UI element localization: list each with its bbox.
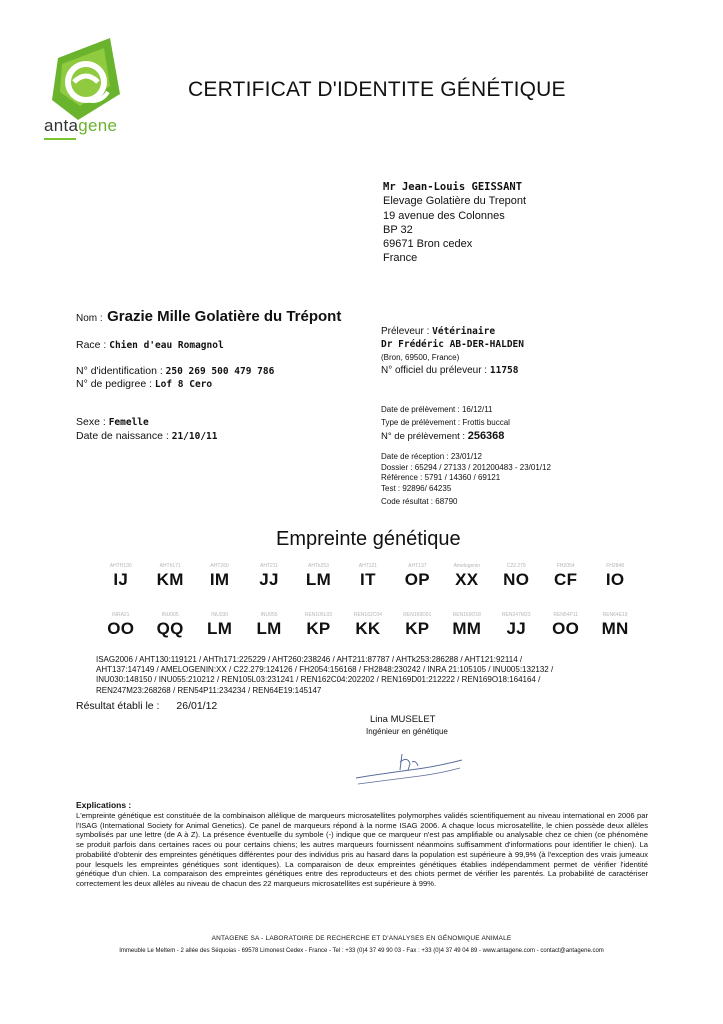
marker-name: AHTk253 (308, 563, 329, 569)
reference-line: Référence : 5791 / 14360 / 69121 (381, 473, 501, 482)
marker-name: AHTh171 (159, 563, 181, 569)
dog-name-row (76, 308, 341, 326)
marker-name: REN54P11 (553, 612, 578, 618)
marker-name: AHT260 (210, 563, 229, 569)
naissance-value: 21/10/11 (171, 431, 218, 442)
code-resultat: Code résultat : 68790 (381, 497, 458, 506)
marker-cell (294, 562, 343, 590)
type-prelevement-row (381, 418, 510, 429)
pedigree-row (76, 378, 212, 390)
marker-cell (343, 611, 392, 639)
marker-name: AHT211 (260, 563, 279, 569)
sexe-row (76, 416, 149, 428)
recipient-line: 19 avenue des Colonnes (383, 209, 505, 222)
marker-cell (442, 611, 491, 639)
marker-row-1 (96, 562, 640, 590)
marker-alleles: LM (207, 619, 233, 638)
marker-cell (442, 562, 491, 590)
officiel-label: N° officiel du préleveur : (381, 365, 488, 376)
pedigree-label: N° de pedigree : (76, 378, 152, 390)
recipient-line: Elevage Golatière du Trepont (383, 195, 527, 208)
signer-name: Lina MUSELET (370, 714, 436, 725)
id-value: 250 269 500 479 786 (165, 366, 275, 377)
result-label: Résultat établi le : (76, 700, 160, 712)
recipient-line: BP 32 (383, 223, 413, 236)
preleveur-row (381, 326, 495, 337)
num-prelevement-row (381, 430, 504, 442)
preleveur-location: (Bron, 69500, France) (381, 353, 460, 362)
marker-name: REN169D01 (403, 612, 432, 618)
marker-name: Amelogenin (453, 563, 480, 569)
marker-cell (393, 562, 442, 590)
marker-cell (96, 611, 145, 639)
marker-name: INRA21 (111, 612, 130, 618)
race-row (76, 339, 224, 351)
num-prelevement-label: N° de prélèvement : (381, 431, 466, 442)
sexe-label: Sexe : (76, 416, 106, 428)
marker-alleles: KM (156, 570, 184, 589)
marker-cell (590, 562, 639, 590)
marker-alleles: NO (503, 570, 530, 589)
marker-alleles: LM (256, 619, 282, 638)
marker-alleles: JJ (506, 619, 526, 638)
nom-label: Nom : (76, 313, 103, 324)
naissance-label: Date de naissance : (76, 430, 169, 442)
footer-company: ANTAGENE SA - LABORATOIRE DE RECHERCHE ET D'ANALYSES EN GÉNOMIQUE ANIMALE (211, 935, 512, 942)
marker-alleles: CF (554, 570, 578, 589)
marker-name: FH2848 (606, 563, 624, 569)
logo-wordmark: antagene (44, 116, 118, 135)
result-row (76, 700, 217, 712)
marker-name: INU030 (211, 612, 229, 618)
marker-name: REN162C04 (353, 612, 382, 618)
marker-cell (492, 611, 541, 639)
date-prelevement-value: 16/12/11 (461, 405, 493, 414)
marker-cell (343, 562, 392, 590)
naissance-row (76, 430, 218, 442)
sexe-value: Femelle (108, 417, 149, 428)
explications-text: L'empreinte génétique est constituée de la combinaison allélique de marqueurs microsatellites polymorphes validés scientifiquement au niveau international en 2006 par l'ISAG (International Society for Animal Genetics). Ce panel de marqueurs répond à la norme ISAG 2006. A chaque locus microsatellite, le chien possède deux allèles symbolisés par une lettre (de A à Z). La présence éventuelle du symbole (-) indique que ce marqueur n'est pas amplifiable ou analysable chez ce chien (ce phénomène se produit parfois dans certaines races ou pour certains chiens; les autres marqueurs fournissent néanmoins suffisamment d'informations pour identifier le chien). La probabilité d'obtenir des empreintes génétiques différentes pour des individus pris au hasard dans la population est supérieure à 99,9% (à l'exception des vrais jumeaux pour lesquels les empreintes génétiques sont identiques). La comparaison de deux empreintes génétiques établies indépendamment permet de vérifier l'identité génétique d'un chien. La comparaison des empreintes génétiques entre des reproducteurs et des chiots permet de vérifier les parentés. La probabilité de caractériser correctement les deux allèles au niveau de chacun des 22 marqueurs microsatellites est supérieure à 99%. (76, 811, 648, 888)
result-date: 26/01/12 (176, 700, 218, 712)
marker-cell (492, 562, 541, 590)
marker-alleles: KP (405, 619, 430, 638)
logo-underline (44, 138, 76, 140)
marker-row-2 (96, 611, 640, 639)
type-prelevement-label: Type de prélèvement : (381, 418, 461, 427)
recipient-line: 69671 Bron cedex (383, 238, 473, 251)
officiel-value: 11758 (489, 365, 519, 376)
preleveur-name: Dr Frédéric AB-DER-HALDEN (381, 339, 524, 350)
marker-name: AHT137 (408, 563, 427, 569)
marker-cell (145, 562, 194, 590)
test-line: Test : 92896/ 64235 (381, 483, 452, 493)
marker-cell (541, 562, 590, 590)
marker-alleles: QQ (156, 619, 184, 638)
marker-cell (541, 611, 590, 639)
marker-cell (244, 562, 293, 590)
recipient-line: France (383, 252, 418, 265)
marker-cell (145, 611, 194, 639)
recipient-name: Mr Jean-Louis GEISSANT (383, 181, 523, 193)
marker-name: REN105L03 (304, 612, 333, 618)
marker-name: AHTH130 (109, 563, 132, 569)
marker-alleles: OP (404, 570, 430, 589)
marker-cell (195, 562, 244, 590)
explications-heading: Explications : (76, 800, 132, 810)
recipient-address (383, 180, 526, 266)
marker-cell (294, 611, 343, 639)
footer-address: Immeuble Le Meltem - 2 allée des Séquoias - 69578 Limonest Cedex - France - Tel : +33 (0)4 37 49 90 03 - Fax : +33 (0)4 37 49 04 89 - www.antagene.com - contact@antagene.com (119, 948, 604, 954)
marker-alleles: IJ (113, 570, 129, 589)
signer-title: Ingénieur en génétique (366, 727, 448, 736)
empreinte-title: Empreinte génétique (276, 528, 461, 550)
race-label: Race : (76, 339, 107, 351)
marker-cell (590, 611, 639, 639)
marker-alleles: MN (601, 619, 629, 638)
marker-alleles: IT (360, 570, 376, 589)
marker-alleles: KP (306, 619, 331, 638)
dossier-line: Dossier : 65294 / 27133 / 201200483 - 23/01/12 (381, 462, 551, 472)
reception-block (381, 452, 551, 508)
pedigree-value: Lof 8 Cero (154, 379, 213, 390)
preleveur-type: Vétérinaire (432, 326, 496, 337)
marker-alleles: OO (107, 619, 135, 638)
marker-alleles: IM (209, 570, 230, 589)
reception-date: Date de réception : 23/01/12 (381, 452, 482, 461)
marker-alleles: IO (605, 570, 625, 589)
marker-name: REN169O18 (452, 612, 481, 618)
marker-name: INU055 (260, 612, 278, 618)
marker-cell (96, 562, 145, 590)
marker-alleles: KK (355, 619, 381, 638)
marker-cell (195, 611, 244, 639)
marker-name: REN64E19 (602, 612, 628, 618)
marker-name: REN247M23 (501, 612, 531, 618)
dog-name: Grazie Mille Golatière du Trépont (107, 308, 342, 325)
marker-alleles: LM (305, 570, 332, 589)
num-prelevement-value: 256368 (467, 430, 505, 442)
type-prelevement-value: Frottis buccal (462, 418, 510, 427)
isag-allele-list: ISAG2006 / AHT130:119121 / AHTh171:225229 / AHT260:238246 / AHT211:87787 / AHTk253:286288 / AHT121:92114 / AHT137:147149 / AMELOGENIN:XX / C22.279:124126 / FH2054:156168 / FH2848:230242 / INRA 21:105105 / INU005:132132 / INU030:148150 / INU055:210212 / REN105L03:231241 / REN162C04:202202 / REN169D01:212222 / REN169O18:164164 / REN247M23:268268 / REN54P11:234234 / REN64E19:145147 (96, 655, 554, 695)
marker-cell (393, 611, 442, 639)
marker-name: FH2054 (556, 563, 575, 569)
id-label: N° d'identification : (76, 365, 163, 377)
marker-alleles: MM (452, 619, 482, 638)
marker-alleles: OO (552, 619, 580, 638)
date-prelevement-label: Date de prélèvement : (381, 405, 460, 414)
officiel-row (381, 365, 518, 376)
date-prelevement-row (381, 405, 493, 416)
marker-cell (244, 611, 293, 639)
certificate-title: CERTIFICAT D'IDENTITE GÉNÉTIQUE (188, 78, 566, 101)
race-value: Chien d'eau Romagnol (109, 340, 224, 351)
handwritten-signature (350, 740, 470, 792)
marker-name: INU005 (161, 612, 179, 618)
marker-name: AHT121 (358, 563, 378, 569)
marker-name: C22.279 (506, 563, 526, 569)
marker-alleles: JJ (259, 570, 279, 589)
id-row (76, 365, 274, 377)
marker-alleles: XX (455, 570, 479, 589)
preleveur-label: Préleveur : (381, 326, 430, 337)
